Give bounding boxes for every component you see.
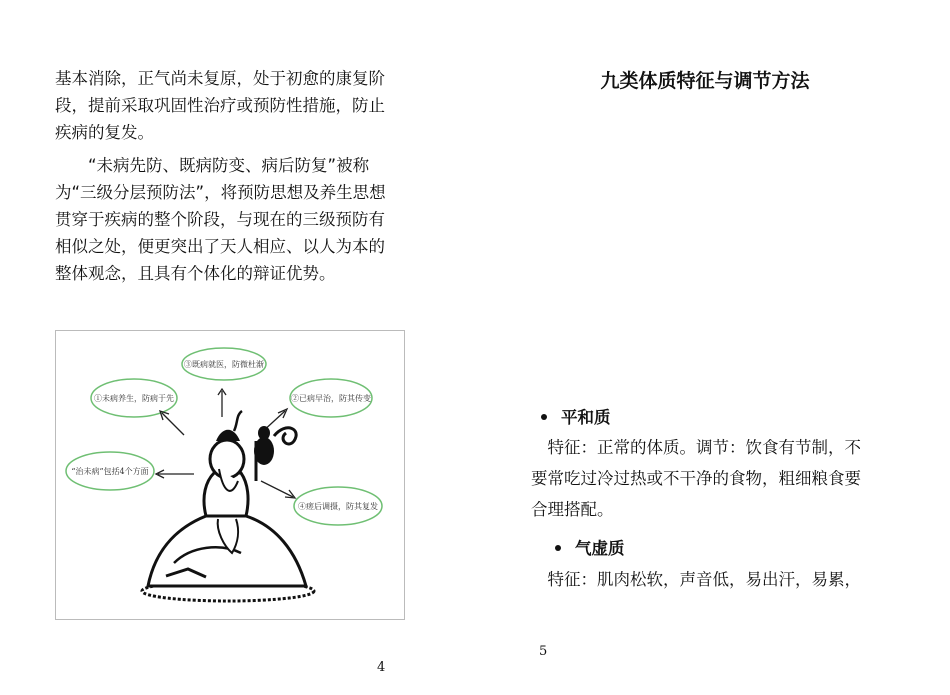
sage-figure-icon (142, 411, 314, 601)
illustration-figure (55, 330, 405, 620)
text-line: 贯穿于疾病的整个阶段，与现在的三级预防有 (55, 210, 385, 229)
text-line: 相似之处，便更突出了天人相应、以人为本的 (55, 237, 385, 256)
bubble-upper-left (91, 379, 177, 417)
text-line: 特征：正常的体质。调节：饮食有节制，不 (531, 438, 861, 457)
bubble-top (182, 348, 266, 380)
text-line: 疾病的复发。 (55, 123, 154, 142)
page-title: 九类体质特征与调节方法 (600, 70, 810, 92)
bubble-left (66, 452, 154, 490)
section-heading (555, 535, 625, 559)
page-number-left: 4 (377, 660, 386, 675)
section-heading-text: 平和质 (561, 408, 611, 427)
bubble-text: ④瘥后调摄，防其复发 (298, 502, 378, 511)
text-line: 为“三级分层预防法”，将预防思想及养生思想 (55, 183, 386, 202)
bubble-text: ②已病早治，防其传变 (291, 394, 371, 403)
illustration-svg (56, 331, 404, 619)
text-line: 要常吃过冷过热或不干净的食物，粗细粮食要 (531, 469, 861, 488)
bubble-text: “治未病”包括4个方面 (71, 467, 149, 476)
section-heading-text: 气虚质 (575, 539, 625, 558)
section-heading (541, 404, 611, 428)
text-line: 特征：肌肉松软，声音低，易出汗，易累， (531, 570, 861, 589)
paragraph-2 (55, 152, 427, 287)
bubble-upper-right (290, 379, 372, 417)
paragraph-1 (55, 65, 427, 146)
page-number-right: 5 (539, 644, 548, 659)
bullet-icon (555, 545, 561, 551)
text-line: 整体观念，且具有个体化的辩证优势。 (55, 264, 336, 283)
section-body (531, 564, 901, 595)
section-body (531, 432, 901, 525)
text-line: 段，提前采取巩固性治疗或预防性措施，防止 (55, 96, 385, 115)
text-line: 基本消除，正气尚未复原，处于初愈的康复阶 (55, 69, 385, 88)
text-line: “未病先防、既病防变、病后防复”被称 (55, 156, 370, 175)
bullet-icon (541, 414, 547, 420)
bubble-right (294, 487, 382, 525)
bubble-text: ①未病养生，防病于先 (94, 394, 174, 403)
bubble-text: ③既病就医，防微杜渐 (184, 360, 264, 369)
text-line: 合理搭配。 (531, 500, 614, 519)
